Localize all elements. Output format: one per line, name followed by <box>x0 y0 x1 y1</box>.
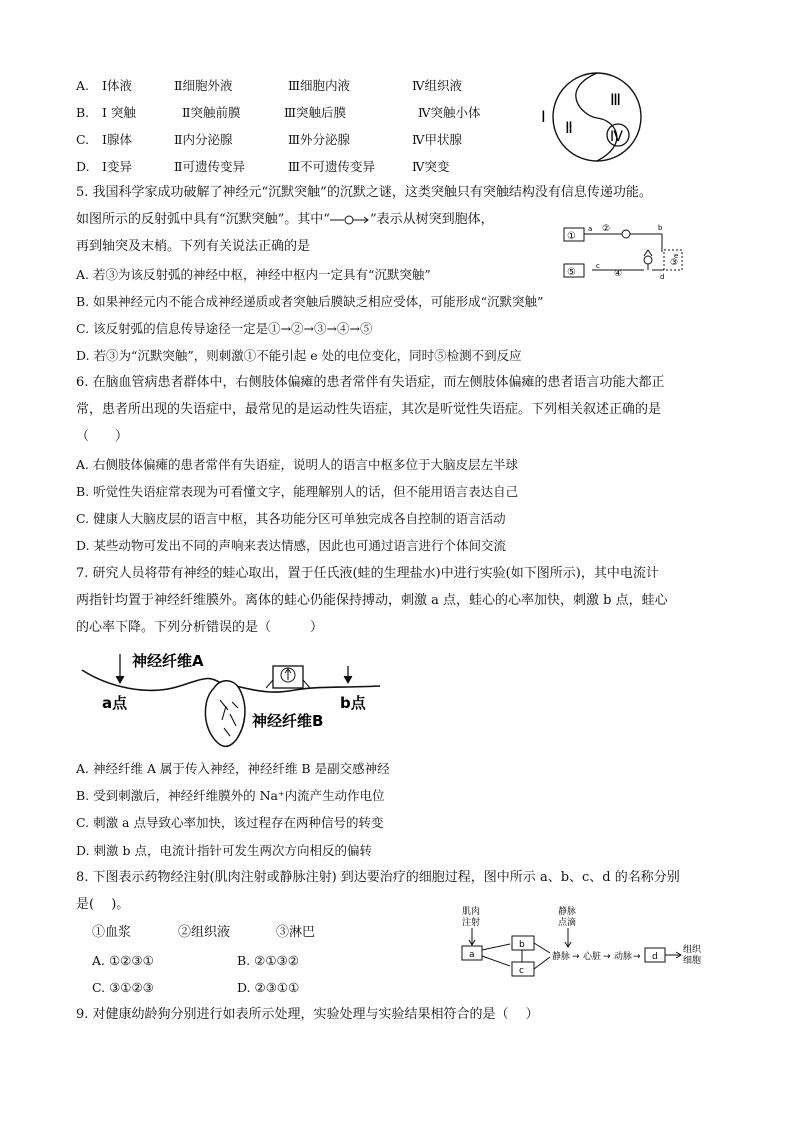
q5-option-d: D. 若③为“沉默突触”，则刺激①不能引起 e 处的电位变化，同时⑤检测不到反应 <box>76 348 522 363</box>
q4-option-a: A. Ⅰ体液 Ⅱ细胞外液 Ⅲ细胞内液 Ⅳ组织液 <box>76 78 462 93</box>
svg-text:点滴: 点滴 <box>558 918 577 928</box>
q7-frog-heart-diagram <box>80 648 385 754</box>
point-a-label: a点 <box>102 694 128 712</box>
q4-label-4: Ⅳ <box>610 129 623 145</box>
q8-options-row1: A. ①②③① B. ②①③② <box>92 953 299 968</box>
q7-option-a: A. 神经纤维 A 属于传入神经，神经纤维 B 是副交感神经 <box>76 761 390 776</box>
q5-stem-line1: 5. 我国科学家成功破解了神经元“沉默突触”的沉默之谜，这类突触只有突触结构没有信息传递功能。 <box>76 185 652 200</box>
svg-text:→: → <box>633 952 641 962</box>
fiber-a-label: 神经纤维A <box>132 652 204 670</box>
svg-text:c: c <box>519 966 524 976</box>
q8-items: ①血浆 ②组织液 ③淋巴 <box>92 925 316 940</box>
svg-text:→: → <box>572 952 580 962</box>
q6-option-a: A. 右侧肢体偏瘫的患者常伴有失语症，说明人的语言中枢多位于大脑皮层左半球 <box>76 457 518 472</box>
q8-drug-pathway-diagram <box>452 904 714 986</box>
q6-option-c: C. 健康人大脑皮层的语言中枢，其各功能分区可单独完成各自控制的语言活动 <box>76 511 506 526</box>
q5-option-a: A. 若③为该反射弧的神经中枢，神经中枢内一定具有“沉默突触” <box>76 267 431 282</box>
q6-option-d: D. 某些动物可发出不同的声响来表达情感，因此也可通过语言进行个体间交流 <box>76 538 507 553</box>
q6-option-b: B. 听觉性失语症常表现为可看懂文字，能理解别人的话，但不能用语言表达自己 <box>76 484 519 499</box>
svg-text:a: a <box>469 950 475 960</box>
q7-option-c: C. 刺激 a 点导致心率加快，该过程存在两种信号的转变 <box>76 815 384 830</box>
svg-text:④: ④ <box>614 269 623 279</box>
q4-concept-diagram <box>538 68 648 166</box>
svg-text:心脏: 心脏 <box>583 952 602 962</box>
svg-text:d: d <box>652 952 658 962</box>
q7-option-d: D. 刺激 b 点，电流计指针可发生两次方向相反的偏转 <box>76 843 372 858</box>
q4-label-1: Ⅰ <box>541 107 546 126</box>
q5-stem-line2: 如图所示的反射弧中具有“沉默突触”。其中“ ”表示从树突到胞体， <box>76 212 494 227</box>
fiber-b-label: 神经纤维B <box>252 712 324 730</box>
svg-text:①: ① <box>567 231 576 242</box>
q7-stem-line3: 的心率下降。下列分析错误的是（ ） <box>76 620 324 635</box>
q7-option-b: B. 受到刺激后，神经纤维膜外的 Na⁺内流产生动作电位 <box>76 788 385 803</box>
svg-text:③: ③ <box>670 258 679 268</box>
svg-text:b: b <box>658 224 663 232</box>
q4-option-c: C. Ⅰ腺体 Ⅱ内分泌腺 Ⅲ外分泌腺 Ⅳ甲状腺 <box>76 132 462 147</box>
q5-option-b: B. 如果神经元内不能合成神经递质或者突触后膜缺乏相应受体，可能形成“沉默突触” <box>76 294 544 309</box>
q7-stem-line2: 两指针均置于神经纤维膜外。离体的蛙心仍能保持搏动，刺激 a 点，蛙心的心率加快，刺激 b 点，蛙心 <box>76 593 668 608</box>
svg-text:d: d <box>660 273 665 281</box>
svg-text:静脉: 静脉 <box>552 952 571 962</box>
q4-option-b: B. Ⅰ 突触 Ⅱ突触前膜 Ⅲ突触后膜 Ⅳ突触小体 <box>76 105 481 120</box>
svg-text:肌肉: 肌肉 <box>462 907 481 917</box>
q6-stem-line1: 6. 在脑血管病患者群体中，右侧肢体偏瘫的患者常伴有失语症，而左侧肢体偏瘫的患者语言功能大都正 <box>76 375 665 390</box>
svg-text:细胞: 细胞 <box>683 956 702 966</box>
q4-option-d: D. Ⅰ变异 Ⅱ可遗传变异 Ⅲ不可遗传变异 Ⅳ突变 <box>76 159 450 174</box>
q5-option-c: C. 该反射弧的信息传导途径一定是①→②→③→④→⑤ <box>76 321 373 336</box>
q6-stem-line2: 常，患者所出现的失语症中，最常见的是运动性失语症，其次是听觉性失语症。下列相关叙述正确的是 <box>76 402 662 417</box>
q4-label-3: Ⅲ <box>610 90 622 109</box>
frog-heart-icon <box>205 681 245 747</box>
svg-text:c: c <box>596 262 600 270</box>
svg-text:→: → <box>603 952 611 962</box>
q6-stem-line3: （ ） <box>76 429 129 444</box>
svg-text:e: e <box>674 252 679 260</box>
svg-text:a: a <box>588 225 593 233</box>
q5-stem-line3: 再到轴突及末梢。下列有关说法正确的是 <box>76 239 311 254</box>
svg-text:动脉: 动脉 <box>614 952 633 962</box>
svg-text:⑤: ⑤ <box>567 267 576 278</box>
svg-text:b: b <box>519 940 525 950</box>
svg-text:②: ② <box>602 224 611 234</box>
q7-stem-line1: 7. 研究人员将带有神经的蛙心取出，置于任氏液(蛙的生理盐水)中进行实验(如下图所示)，其中电流计 <box>76 566 659 581</box>
svg-text:组织: 组织 <box>683 945 702 955</box>
svg-text:静脉: 静脉 <box>558 907 577 917</box>
q8-stem-line2: 是( )。 <box>76 897 130 912</box>
q5-reflex-arc-diagram <box>558 220 696 282</box>
point-b-label: b点 <box>340 694 366 712</box>
q8-options-row2: C. ③①②③ D. ②③①① <box>92 980 300 995</box>
svg-text:注射: 注射 <box>462 918 481 928</box>
q9-stem: 9. 对健康幼龄狗分别进行如表所示处理，实验处理与实验结果相符合的是（ ） <box>76 1007 539 1022</box>
q8-stem-line1: 8. 下图表示药物经注射(肌肉注射或静脉注射) 到达要治疗的细胞过程，图中所示 a、b、c、d 的名称分别 <box>76 870 680 885</box>
neuron-symbol-icon <box>330 215 370 225</box>
q4-label-2: Ⅱ <box>565 118 573 137</box>
